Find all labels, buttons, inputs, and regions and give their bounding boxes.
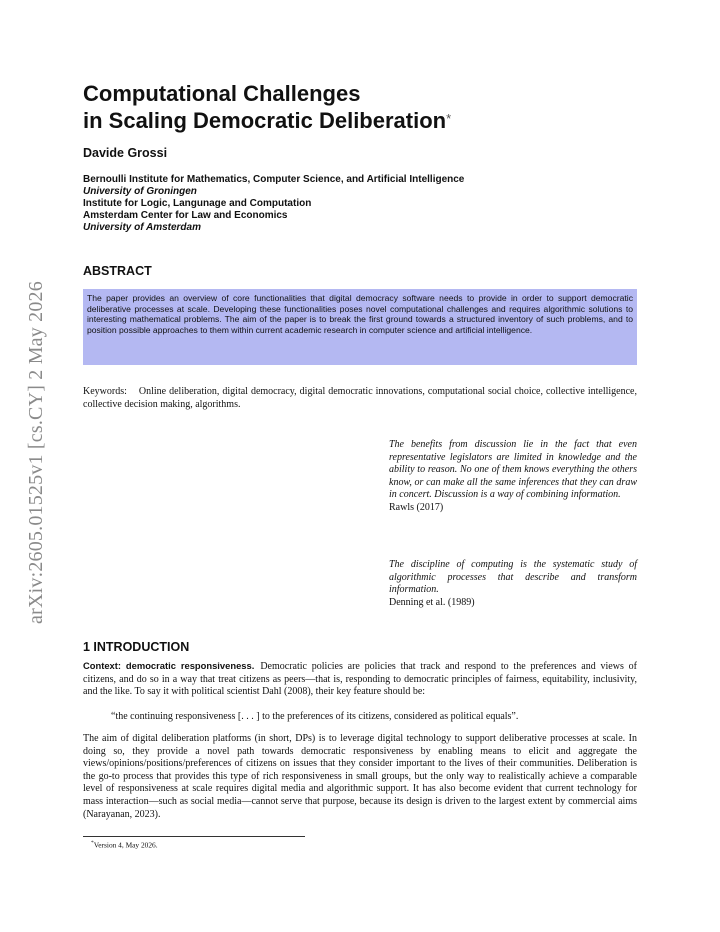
keywords-text: Online deliberation, digital democracy, digital democratic innovations, computational social choice, collective intelligence, collective decision making, algorithms.: [83, 386, 637, 410]
abstract-heading: ABSTRACT: [83, 264, 152, 278]
arxiv-id: arXiv:2605.01525v1 [cs.CY] 2 May 2026: [24, 280, 47, 624]
abstract-text: The paper provides an overview of core functionalities that digital democracy software needs to provide in order to support democratic deliberative processes at scale. Developing these functionalities poses novel computational challenges and requires algorithmic solutions to interesting mathematical problems. The aim of the paper is to break the first ground towards a structured inventory of such problems, and to position possible approaches to them within current academic research in computer science and artificial intelligence.: [83, 289, 637, 365]
epigraph-quote: The benefits from discussion lie in the fact that even representative legislators are limited in knowledge and the ability to reason. No one of them knows everything the others know, or can make all the same inferences that they can draw in concert. Discussion is a way of combining information.: [389, 439, 637, 501]
epigraph: [389, 559, 637, 609]
affiliation: University of Groningen: [83, 186, 197, 197]
title-footnote-mark[interactable]: *: [446, 111, 452, 126]
affiliations: [83, 174, 464, 234]
paragraph-text: Democratic policies are policies that track and respond to the preferences and views of citizens, and do so in a way that treat citizens as peers—that is, responding to democratic principles of fairness, equitability, inclusivity, and the like. To say it with political scientist Dahl (2008), their key feature should be:: [83, 661, 637, 698]
paper-title: [83, 80, 451, 134]
arxiv-stamp: [20, 262, 52, 642]
affiliation: University of Amsterdam: [83, 222, 201, 233]
footnote: [91, 840, 158, 849]
intro-paragraph: [83, 660, 637, 699]
affiliation: Bernoulli Institute for Mathematics, Computer Science, and Artificial Intelligence: [83, 174, 465, 185]
paragraph-runin-heading: Context: democratic responsiveness.: [83, 660, 255, 671]
title-line-1: Computational Challenges: [83, 81, 361, 106]
block-quote: “the continuing responsiveness [. . . ] to the preferences of its citizens, considered as political equals”.: [111, 711, 519, 722]
epigraph: [389, 439, 637, 515]
section-heading: 1 INTRODUCTION: [83, 640, 190, 654]
affiliation: Amsterdam Center for Law and Economics: [83, 210, 288, 221]
author-name: Davide Grossi: [83, 146, 168, 160]
footnote-text: Version 4, May 2026.: [93, 840, 158, 850]
title-line-2: in Scaling Democratic Deliberation: [83, 108, 447, 133]
keywords: [83, 386, 637, 411]
footnote-mark: *: [91, 840, 94, 846]
epigraph-quote: The discipline of computing is the systematic study of algorithmic processes that describe and transform information.: [389, 559, 637, 596]
epigraph-source: Rawls (2017): [389, 501, 444, 513]
affiliation: Institute for Logic, Langunage and Computation: [83, 198, 312, 209]
footnote-rule: [83, 836, 305, 837]
epigraph-source: Denning et al. (1989): [389, 596, 475, 608]
keywords-label: Keywords:: [83, 386, 127, 397]
intro-paragraph: The aim of digital deliberation platforms (in short, DPs) is to leverage digital technology to support deliberative processes at scale. In doing so, they provide a novel path towards democratic responsiveness by enabling means to elicit and aggregate the views/opinions/positions/preferences of citizens on issues that they consider important to the lives of their communities. Deliberation is the go-to process that provides this type of rich responsiveness in small groups, but the only way to realistically achieve a comparable level of responsiveness at scale requires digital media and algorithmic support. It has also become evident that current technology for mass interaction—such as social media—cannot serve that purpose, because its design is driven to the largest extent by commercial aims (Narayanan, 2023).: [83, 733, 637, 820]
